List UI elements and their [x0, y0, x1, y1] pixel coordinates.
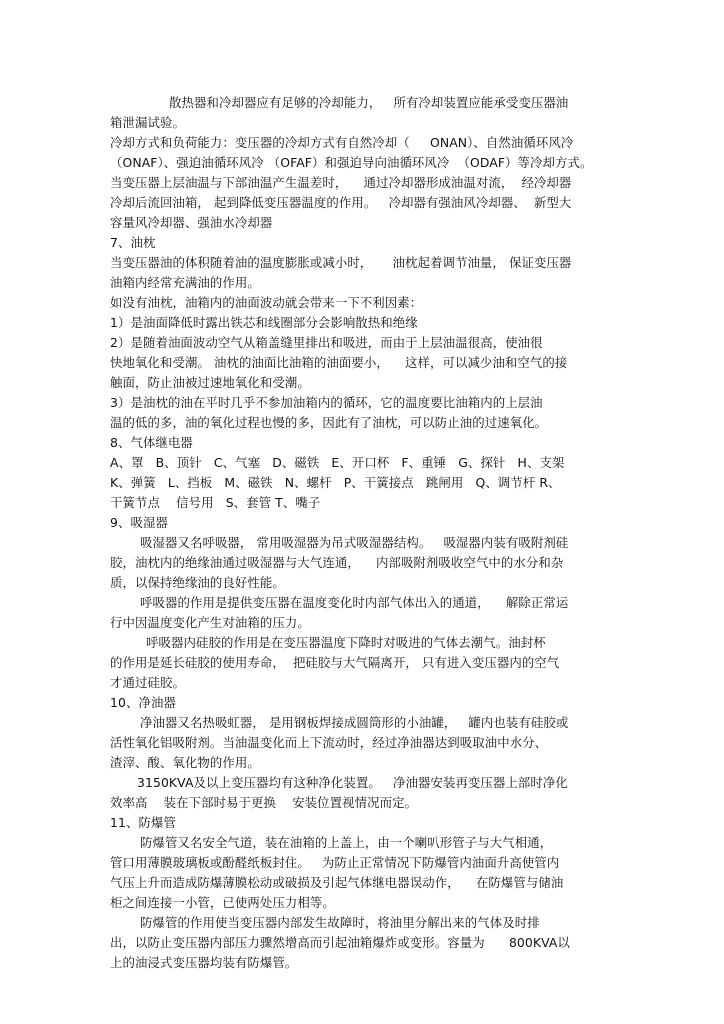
text-line: 胶，油枕内的绝缘油通过吸湿器与大气连通， 内部吸附剂吸收空气中的水分和杂 — [110, 555, 564, 570]
text-line: K、弹簧 L、挡板 M、磁铁 N、螺杆 P、干簧接点 跳闸用 Q、调节杆 R、 — [110, 475, 561, 490]
text-line: 净油器又名热吸虹器， 是用钢板焊接成圆筒形的小油罐， 罐内也装有硅胶或 — [140, 715, 569, 730]
section-heading: 7、油枕 — [110, 235, 156, 250]
text-line: 管口用薄膜玻璃板或酚醛纸板封住。 为防止正常情况下防爆管内油面升高使管内 — [110, 855, 560, 870]
text-line: 渣滓、酸、氧化物的作用。 — [110, 755, 260, 770]
text-line: 温的低的多，油的氧化过程也慢的多，因此有了油枕，可以防止油的过速氧化。 — [110, 415, 548, 430]
text-line: 箱泄漏试验。 — [110, 115, 185, 130]
text-line: 当变压器油的体积随着油的温度膨胀或减小时， 油枕起着调节油量， 保证变压器 — [110, 255, 572, 270]
text-line: 2）是随着油面波动空气从箱盖缝里排出和吸进，而由于上层油温很高，使油很 — [110, 335, 543, 350]
text-line: 的作用是延长硅胶的使用寿命， 把硅胶与大气隔离开， 只有进入变压器内的空气 — [110, 655, 560, 670]
text-line: 才通过硅胶。 — [110, 675, 185, 690]
text-line: 上的油浸式变压器均装有防爆管。 — [110, 955, 298, 970]
text-line: 行中因温度变化产生对油箱的压力。 — [110, 615, 310, 630]
text-line: 质，以保持绝缘油的良好性能。 — [110, 575, 285, 590]
text-line: 3150KVA及以上变压器均有这种净化装置。 净油器安装再变压器上部时净化 — [137, 775, 568, 790]
text-line: 冷却方式和负荷能力：变压器的冷却方式有自然冷却（ ONAN）、自然油循环风冷 — [110, 135, 574, 150]
text-line: 气压上升而造成防爆薄膜松动或破损及引起气体继电器误动作， 在防爆管与储油 — [110, 875, 564, 890]
text-line: 当变压器上层油温与下部油温产生温差时， 通过冷却器形成油温对流， 经冷却器 — [110, 175, 572, 190]
text-line: 快地氧化和受潮。 油枕的油面比油箱的油面要小， 这样，可以减少油和空气的接 — [110, 355, 568, 370]
text-line: 1）是油面降低时露出铁芯和线圈部分会影响散热和绝缘 — [110, 315, 418, 330]
section-heading: 9、吸湿器 — [110, 515, 168, 530]
section-heading: 11、防爆管 — [110, 815, 176, 830]
text-line: 油箱内经常充满油的作用。 — [110, 275, 260, 290]
text-line: 散热器和冷却器应有足够的冷却能力， 所有冷却装置应能承受变压器油 — [169, 95, 569, 110]
text-line: 出，以防止变压器内部压力骤然增高而引起油箱爆炸或变形。容量为 800KVA以 — [110, 935, 570, 950]
text-line: A、罩 B、顶针 C、气塞 D、磁铁 E、开口杯 F、重锤 G、探针 H、支架 — [110, 455, 565, 470]
text-line: 防爆管又名安全气道，装在油箱的上盖上，由一个喇叭形管子与大气相通， — [140, 835, 553, 850]
text-line: 冷却后流回油箱， 起到降低变压器温度的作用。 冷却器有强油风冷却器、 新型大 — [110, 195, 572, 210]
section-heading: 8、气体继电器 — [110, 435, 193, 450]
text-line: 3）是油枕的油在平时几乎不参加油箱内的循环，它的温度要比油箱内的上层油 — [110, 395, 543, 410]
text-line: 柜之间连接一小管，已使两处压力相等。 — [110, 895, 335, 910]
text-line: （ONAF）、强迫油循环风冷 （OFAF）和强迫导向油循环风冷 （ODAF）等冷却方式。 — [110, 155, 593, 170]
text-line: 呼吸器的作用是提供变压器在温度变化时内部气体出入的通道， 解除正常运 — [140, 595, 569, 610]
text-line: 吸湿器又名呼吸器， 常用吸湿器为吊式吸湿器结构。 吸湿器内装有吸附剂硅 — [140, 535, 569, 550]
section-heading: 10、净油器 — [110, 695, 176, 710]
text-line: 效率高 装在下部时易于更换 安装位置视情况而定。 — [110, 795, 418, 810]
text-line: 容量风冷却器、强油水冷却器 — [110, 215, 273, 230]
text-line: 干簧节点 信号用 S、套管 T、嘴子 — [110, 495, 321, 510]
text-line: 活性氧化铝吸附剂。当油温变化而上下流动时，经过净油器达到吸取油中水分、 — [110, 735, 548, 750]
text-line: 呼吸器内硅胶的作用是在变压器温度下降时对吸进的气体去潮气。油封杯 — [146, 635, 546, 650]
text-line: 如没有油枕，油箱内的油面波动就会带来一下不利因素： — [110, 295, 423, 310]
text-line: 触面，防止油被过速地氧化和受潮。 — [110, 375, 310, 390]
text-line: 防爆管的作用使当变压器内部发生故障时，将油里分解出来的气体及时排 — [140, 915, 540, 930]
